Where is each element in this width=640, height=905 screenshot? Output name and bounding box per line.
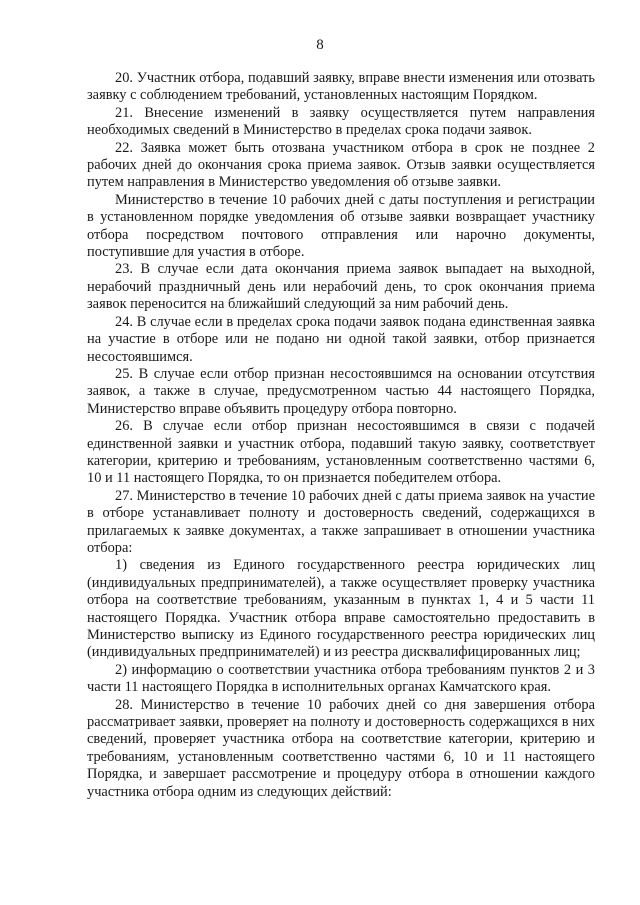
paragraph-22-continuation: Министерство в течение 10 рабочих дней с даты поступления и регистрации в установленном порядке уведомления об отзыве заявки возвращает участнику отбора посредством почтового отправления или нарочно документы, поступившие для участия в отборе. [87,191,595,261]
paragraph-25: 25. В случае если отбор признан несостоявшимся на основании отсутствия заявок, а также в случае, предусмотренном частью 44 настоящего Порядка, Министерство вправе объявить процедуру отбора повторно. [87,365,595,417]
paragraph-24: 24. В случае если в пределах срока подачи заявок подана единственная заявка на участие в отборе или не подано ни одной такой заявки, отбор признается несостоявшимся. [87,313,595,365]
paragraph-27: 27. Министерство в течение 10 рабочих дней с даты приема заявок на участие в отборе устанавливает полноту и достоверность сведений, содержащихся в прилагаемых к заявке документах, а также запрашивает в отношении участника отбора: [87,487,595,556]
paragraph-21: 21. Внесение изменений в заявку осуществляется путем направления необходимых сведений в Министерство в пределах срока подачи заявок. [87,104,595,139]
paragraph-20: 20. Участник отбора, подавший заявку, вправе внести изменения или отозвать заявку с соблюдением требований, установленных настоящим Порядком. [87,70,595,104]
paragraph-27-item-2: 2) информацию о соответствии участника отбора требованиям пунктов 2 и 3 части 11 настоящего Порядка в исполнительных органах Камчатского края. [87,661,595,696]
paragraph-23: 23. В случае если дата окончания приема заявок выпадает на выходной, нерабочий праздничный день или нерабочий день, то срок окончания приема заявок переносится на ближайший следующий за ним рабочий день. [87,261,595,313]
paragraph-28: 28. Министерство в течение 10 рабочих дней со дня завершения отбора рассматривает заявки, проверяет на полноту и достоверность содержащихся в них сведений, проверяет участника отбора на соответствие категории, критерию и требованиям, установленным соответственно частями 6, 10 и 11 настоящего Порядка, и завершает рассмотрение и процедуру отбора в отношении каждого участника отбора одним из следующих действий: [87,696,595,800]
paragraph-27-item-1: 1) сведения из Единого государственного реестра юридических лиц (индивидуальных предпринимателей), а также осуществляет проверку участника отбора на соответствие требованиям, указанным в пунктах 1, 4 и 5 части 11 настоящего Порядка. Участник отбора вправе самостоятельно предоставить в Министерство выписку из Единого государственного реестра юридических лиц (индивидуальных предпринимателей) и из реестра дисквалифицированных лиц; [87,557,595,661]
page-number: 8 [316,37,324,53]
document-body [87,70,595,801]
paragraph-22: 22. Заявка может быть отозвана участником отбора в срок не позднее 2 рабочих дней до окончания срока приема заявок. Отзыв заявки осуществляется путем направления в Министерство уведомления об отзыве заявки. [87,139,595,191]
paragraph-26: 26. В случае если отбор признан несостоявшимся в связи с подачей единственной заявки и участник отбора, подавший такую заявку, соответствует категории, критерию и требованиям, установленным соответственно частями 6, 10 и 11 настоящего Порядка, то он признается победителем отбора. [87,418,595,487]
